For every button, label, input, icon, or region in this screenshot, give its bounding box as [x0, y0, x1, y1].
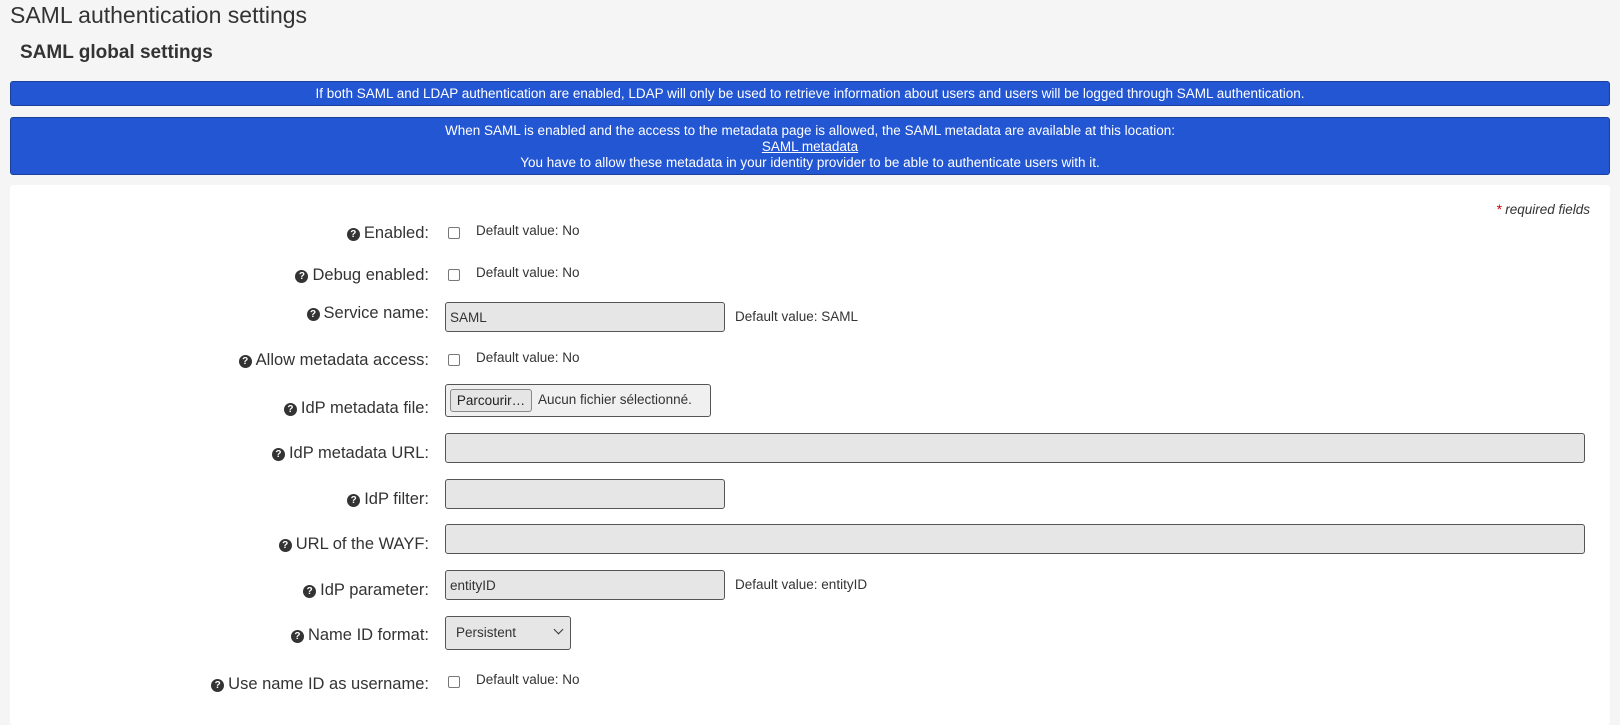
- file-status: Aucun fichier sélectionné.: [538, 392, 692, 407]
- help-icon[interactable]: ?: [291, 630, 304, 643]
- metadata-info-line3: You have to allow these metadata in your identity provider to be able to authenticate users with it.: [520, 155, 1100, 170]
- idp-filter-input[interactable]: [445, 479, 725, 509]
- wayf-url-input[interactable]: [445, 524, 1585, 554]
- metadata-access-default: Default value: No: [476, 350, 580, 365]
- enabled-label: ? Enabled:: [347, 224, 429, 243]
- ldap-info-banner: [10, 81, 1610, 106]
- help-icon[interactable]: ?: [279, 539, 292, 552]
- service-name-label: ? Service name:: [307, 304, 429, 323]
- chevron-down-icon: [554, 625, 564, 635]
- use-name-id-label: ? Use name ID as username:: [211, 675, 429, 694]
- help-icon[interactable]: ?: [307, 308, 320, 321]
- section-title: SAML global settings: [20, 42, 213, 63]
- required-star: *: [1496, 202, 1502, 217]
- browse-button[interactable]: Parcourir…: [450, 389, 532, 412]
- idp-url-input[interactable]: [445, 433, 1585, 463]
- metadata-access-label: ? Allow metadata access:: [239, 351, 429, 370]
- saml-metadata-link[interactable]: SAML metadata: [761, 139, 859, 154]
- page-title: SAML authentication settings: [10, 2, 308, 28]
- service-name-default: Default value: SAML: [735, 309, 859, 324]
- name-id-format-select[interactable]: [445, 616, 571, 650]
- idp-param-default: Default value: entityID: [735, 577, 868, 592]
- required-fields-text: required fields: [1505, 202, 1590, 217]
- settings-panel: [10, 185, 1610, 725]
- metadata-info-line1: When SAML is enabled and the access to the metadata page is allowed, the SAML metadata are available at this location:: [445, 123, 1175, 138]
- help-icon[interactable]: ?: [303, 585, 316, 598]
- help-icon[interactable]: ?: [347, 228, 360, 241]
- idp-file-label: ? IdP metadata file:: [284, 399, 429, 418]
- idp-file-input[interactable]: [445, 384, 711, 417]
- enabled-checkbox[interactable]: [448, 227, 460, 239]
- debug-label: ? Debug enabled:: [295, 266, 429, 285]
- help-icon[interactable]: ?: [239, 355, 252, 368]
- help-icon[interactable]: ?: [272, 448, 285, 461]
- service-name-input[interactable]: [445, 302, 725, 332]
- idp-param-label: ? IdP parameter:: [303, 581, 429, 600]
- required-fields-note: [1496, 202, 1590, 217]
- help-icon[interactable]: ?: [211, 679, 224, 692]
- ldap-info-text: If both SAML and LDAP authentication are enabled, LDAP will only be used to retrieve information about users and users will be logged through SAML authentication.: [315, 86, 1305, 101]
- enabled-default: Default value: No: [476, 223, 580, 238]
- name-id-format-value: Persistent: [456, 625, 517, 640]
- metadata-access-checkbox[interactable]: [448, 354, 460, 366]
- debug-checkbox[interactable]: [448, 269, 460, 281]
- idp-filter-label: ? IdP filter:: [347, 490, 429, 509]
- help-icon[interactable]: ?: [295, 270, 308, 283]
- idp-url-label: ? IdP metadata URL:: [272, 444, 429, 463]
- use-name-id-default: Default value: No: [476, 672, 580, 687]
- wayf-url-label: ? URL of the WAYF:: [279, 535, 429, 554]
- debug-default: Default value: No: [476, 265, 580, 280]
- idp-param-input[interactable]: [445, 570, 725, 600]
- help-icon[interactable]: ?: [347, 494, 360, 507]
- metadata-info-banner: [10, 117, 1610, 175]
- help-icon[interactable]: ?: [284, 403, 297, 416]
- use-name-id-checkbox[interactable]: [448, 676, 460, 688]
- name-id-format-label: ? Name ID format:: [291, 626, 429, 645]
